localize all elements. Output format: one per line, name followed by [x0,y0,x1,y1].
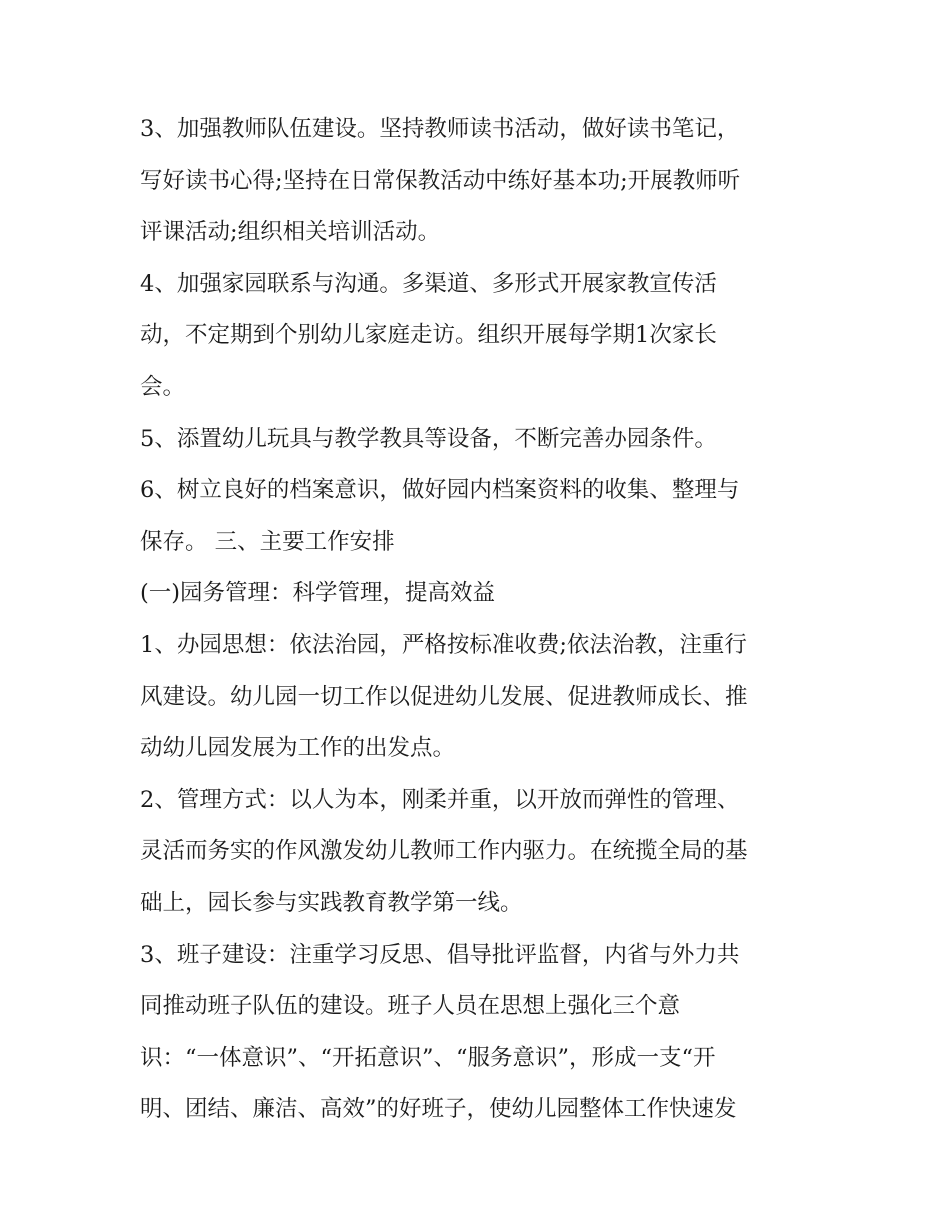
text-line: 写好读书心得;坚持在日常保教活动中练好基本功;开展教师听 [140,167,741,194]
text-line: (一)园务管理：科学管理，提高效益 [140,580,496,607]
text-line: 动，不定期到个别幼儿家庭走访。组织开展每学期1次家长 [140,322,717,349]
text-line: 4、加强家园联系与沟通。多渠道、多形式开展家教宣传活 [140,270,717,297]
text-line: 础上，园长参与实践教育教学第一线。 [140,889,523,916]
text-line: 3、加强教师队伍建设。坚持教师读书活动，做好读书笔记， [140,116,740,142]
text-line: 明、团结、廉洁、高效”的好班子，使幼儿园整体工作快速发 [140,1096,737,1123]
text-line: 5、添置幼儿玩具与教学教具等设备，不断完善办园条件。 [140,425,717,452]
text-line: 1、办园思想：依法治园，严格按标准收费;依法治教，注重行 [140,631,747,658]
text-line: 保存。 三、主要工作安排 [140,528,395,555]
text-line: 评课活动;组织相关培训活动。 [140,219,441,246]
text-line: 识：“一体意识”、“开拓意识”、“服务意识”，形成一支“开 [140,1044,716,1071]
document-body [140,104,830,1136]
text-line: 会。 [140,373,186,400]
text-line: 3、班子建设：注重学习反思、倡导批评监督，内省与外力共 [140,941,740,968]
text-line: 6、树立良好的档案意识，做好园内档案资料的收集、整理与 [140,477,740,504]
text-line: 同推动班子队伍的建设。班子人员在思想上强化三个意 [140,993,681,1020]
text-line: 风建设。幼儿园一切工作以促进幼儿发展、促进教师成长、推 [140,683,748,710]
text-line: 2、管理方式：以人为本，刚柔并重，以开放而弹性的管理、 [140,786,740,813]
text-line: 灵活而务实的作风激发幼儿教师工作内驱力。在统揽全局的基 [140,838,748,865]
text-line: 动幼儿园发展为工作的出发点。 [140,735,456,762]
